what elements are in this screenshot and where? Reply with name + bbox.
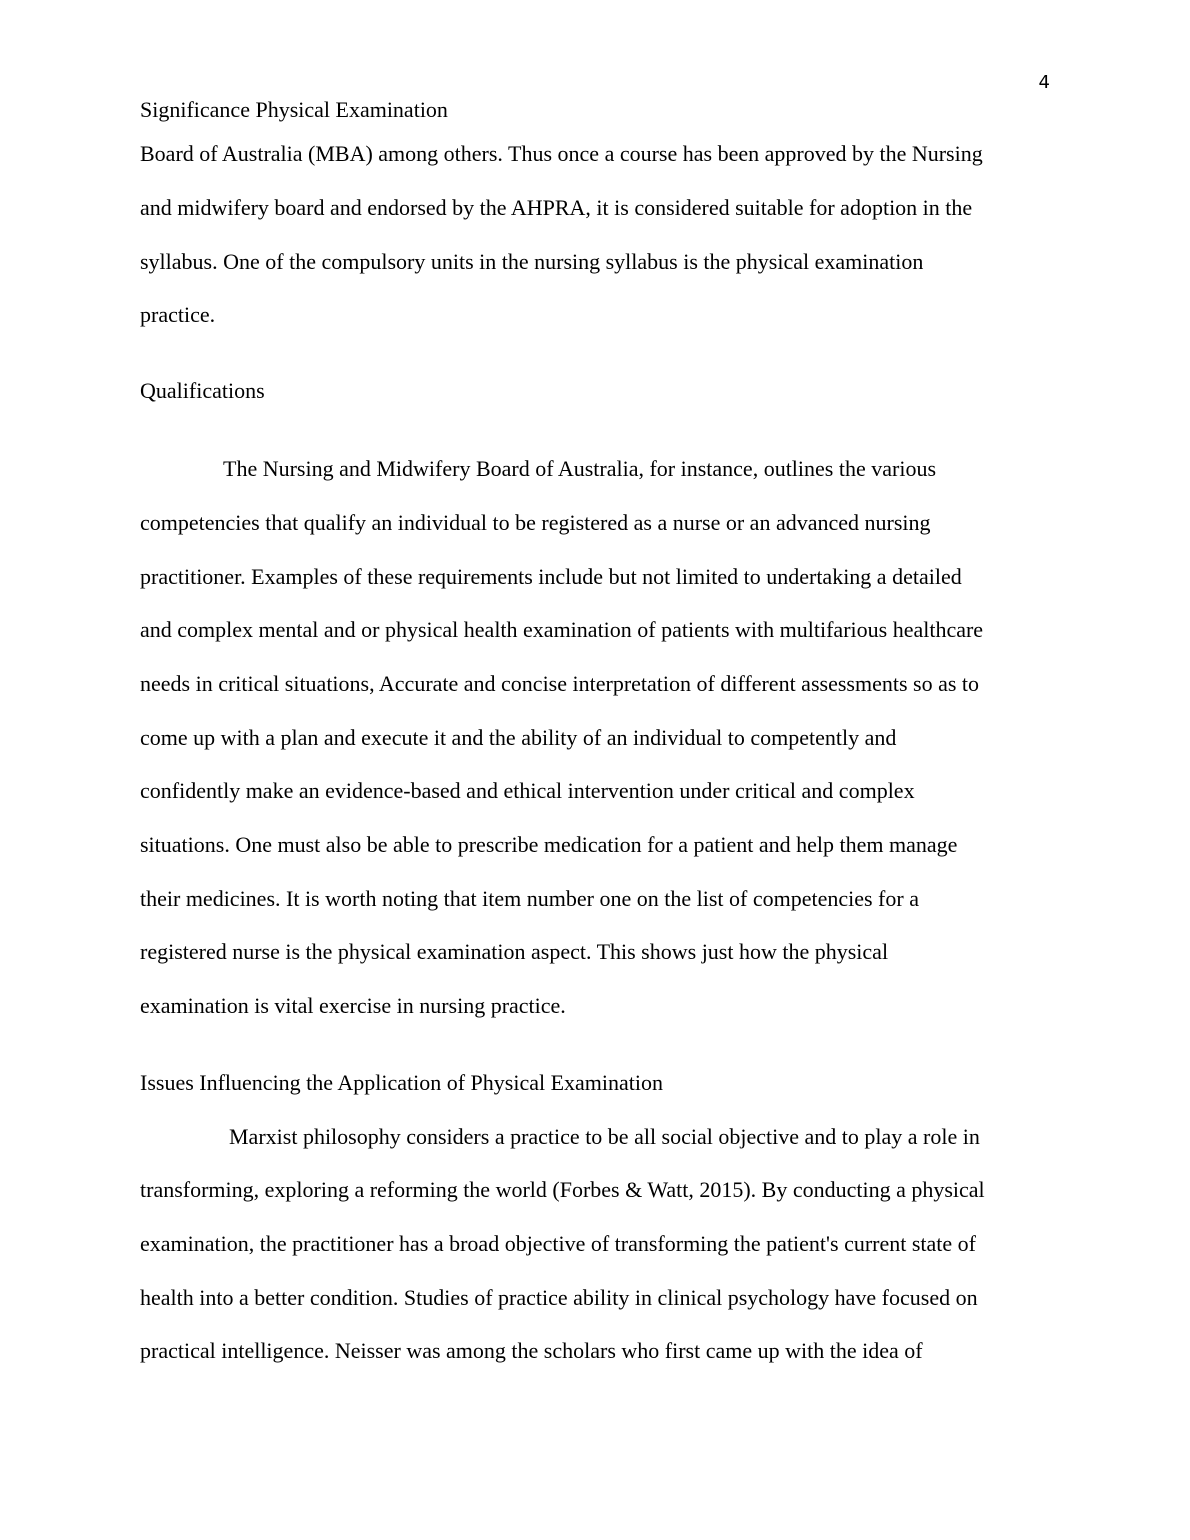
intro-line: syllabus. One of the compulsory units in the nursing syllabus is the physical examination [140,249,924,274]
intro-line: Board of Australia (MBA) among others. Thus once a course has been approved by the Nursing [140,141,983,166]
issues-line: transforming, exploring a reforming the world (Forbes & Watt, 2015). By conducting a physical [140,1177,985,1202]
running-head: Significance Physical Examination [140,97,448,122]
intro-line: practice. [140,302,216,327]
qualifications-line: situations. One must also be able to prescribe medication for a patient and help them manage [140,832,958,857]
issues-line: health into a better condition. Studies of practice ability in clinical psychology have focused on [140,1285,978,1310]
qualifications-heading: Qualifications [140,378,265,403]
qualifications-line: The Nursing and Midwifery Board of Australia, for instance, outlines the various [223,456,937,481]
qualifications-line: come up with a plan and execute it and the ability of an individual to competently and [140,725,897,750]
qualifications-line: their medicines. It is worth noting that item number one on the list of competencies for a [140,886,919,911]
qualifications-line: needs in critical situations, Accurate and concise interpretation of different assessments so as to [140,671,980,696]
qualifications-line: competencies that qualify an individual to be registered as a nurse or an advanced nursing [140,510,931,535]
issues-line: examination, the practitioner has a broad objective of transforming the patient's current state of [140,1231,976,1256]
qualifications-line: practitioner. Examples of these requirements include but not limited to undertaking a detailed [140,564,962,589]
qualifications-line: confidently make an evidence-based and ethical intervention under critical and complex [140,778,915,803]
issues-heading: Issues Influencing the Application of Physical Examination [140,1070,664,1095]
qualifications-line: and complex mental and or physical health examination of patients with multifarious healthcare [140,617,984,642]
issues-line: Marxist philosophy considers a practice to be all social objective and to play a role in [229,1124,980,1149]
qualifications-line: registered nurse is the physical examination aspect. This shows just how the physical [140,939,889,964]
intro-line: and midwifery board and endorsed by the AHPRA, it is considered suitable for adoption in the [140,195,973,220]
page-number: 4 [1038,72,1050,93]
qualifications-line: examination is vital exercise in nursing practice. [140,993,566,1018]
issues-line: practical intelligence. Neisser was among the scholars who first came up with the idea of [140,1338,923,1363]
